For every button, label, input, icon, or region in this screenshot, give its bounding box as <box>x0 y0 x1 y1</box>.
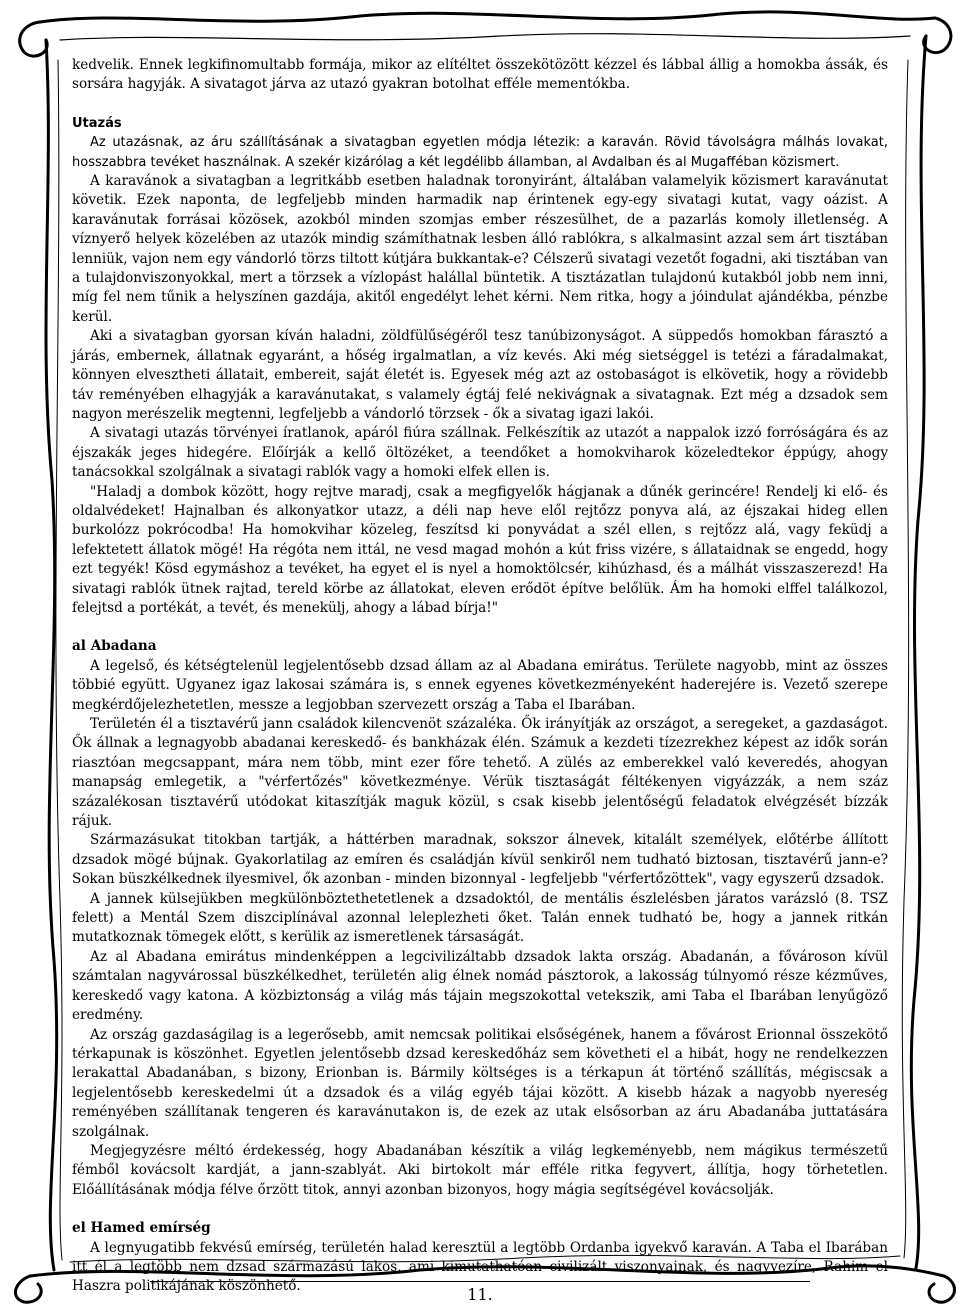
section-heading-utazas: Utazás <box>72 115 122 131</box>
utazas-paragraph-2: A karavánok a sivatagban a legritkább esetben haladnak toronyiránt, általában valamelyik közismert karavánutat követik. Ezek naponta, de legfeljebb minden harmadik nap érintenek egy-egy sivatagi kutat, vagy oázist. A karavánutak forrásai közösek, azokból minden szomjas ember részesülhet, de a pazarlás komoly illetlenség. A víznyerő helyek közelében az utazók mindig számíthatnak lesben álló rablókra, s alkalmasint azzal sem árt tisztában lenniük, vajon nem egy vándorló törzs tiltott kútjára bukkantak-e? Célszerű sivatagi vezetőt fogadni, aki tisztában van a tulajdonviszonyokkal, mert a törzsek a vízlopást halállal büntetik. A tisztázatlan tulajdonú kutakból jobb nem inni, míg fel nem tűnik a helyszínen gazdája, akitől engedélyt lehet kérni. Nem ritka, hogy a jóindulat ajándékba, pénzbe kerül. <box>72 173 888 325</box>
abadana-paragraph-4: A jannek külsejükben megkülönböztethetetlenek a dzsadoktól, de mentális észlelésben járatos varázsló (8. TSZ felett) a Mentál Szem diszciplínával azonnal leleplezheti őket. Talán ennek tudható be, hogy a jannek ritkán mutatkoznak tömegek előtt, s kerülik az ismeretlenek társaságát. <box>72 890 888 946</box>
abadana-paragraph-3: Származásukat titokban tartják, a háttérben maradnak, sokszor álnevek, kitalált személyek, előtérbe állított dzsadok mögé bújnak. Gyakorlatilag az emíren és családján kívül senkiről nem tudható biztosan, tisztavérű jann-e? Sokan büszkélkednek ilyesmivel, ők azonban - minden bizonnyal - legfeljebb "vérfertőzöttek", vagy egyszerű dzsadok. <box>72 832 888 888</box>
section-heading-hamed: el Hamed emírség <box>72 1220 211 1237</box>
section-abadana <box>72 637 888 1200</box>
scroll-top-curl <box>20 22 48 56</box>
utazas-paragraph-5: "Haladj a dombok között, hogy rejtve maradj, csak a megfigyelők hágjanak a dűnék gerincére! Rendelj ki elő- és oldalvédeket! Hajnalban és alkonyatkor utazz, a déli nap heve elől rejtőzz ponyva alá, az éjszakai hideg ellen burkolózz pokrócodba! Ha homokvihar közeleg, feszítsd ki ponyvádat a szél ellen, s rejtőzz alá, vagy feküdj a lefektetett állatok mögé! Ha régóta nem ittál, ne vesd magad mohón a kút friss vizére, s állataidnak se engedd, hogy ezt tegyék! Kösd egymáshoz a tevéket, ha egyet el is nyel a homoktölcsér, kihúzhasd, és a málhát visszaszerezd! Ha sivatagi rablók ütnek rajtad, tereld körbe az állatokat, eleven erődöt építve belőlük. Ám ha homoki elffel találkozol, felejtsd a portékát, a tevét, és menekülj, ahogy a lábad bírja!" <box>72 483 888 616</box>
abadana-paragraph-6: Az ország gazdaságilag is a legerősebb, amit nemcsak politikai elsőségének, hanem a fővárost Erionnal összekötő térkapunak is köszönhet. Egyetlen jelentősebb dzsad kereskedőház sem követheti el a hibát, hogy ne rendelkezzen lerakattal Abadanában, s bizony, Erionban is. Bármily költséges is a térkapun át történő szállítás, mégiscsak a legjelentősebb kereskedelmi út a dzsadok és a világ egyéb tájai között. A kisebb házak a nagyobb nyereség reményében szállítanak tengeren és karavánutakon is, de ezek az utak elsősorban az áru Abadanába juttatására szolgálnak. <box>72 1026 888 1140</box>
abadana-paragraph-2: Területén él a tisztavérű jann családok kilencvenöt százaléka. Ők irányítják az országot, a seregeket, a gazdaságot. Ők állnak a legnagyobb abadanai kereskedő- és bankházak élén. Számuk a kezdeti tízezrekhez képest az idők során riasztóan megcsappant, mára nem több, mint ezer főre tehető. A zülés az emberekkel való keveredés, ahogyan manapság emlegetik, a "vérfertőzés" következménye. Vérük tisztaságát féltékenyen vigyázzák, a nem száz százalékosan tisztavérű utódokat kitaszítják maguk közül, s csak kisebb jelentőségű feladatok elvégzését bízzák rájuk. <box>72 716 888 830</box>
abadana-paragraph-1: A legelső, és kétségtelenül legjelentősebb dzsad állam az al Abadana emirátus. Területe nagyobb, mint az összes többié együtt. Ugyanez igaz lakosai számára is, s ennek egyenes következményeként haderejére is. Vezető szerepe megkérdőjelezhetetlen, messze a legjobban szervezett ország a Taba el Ibarában. <box>72 657 888 713</box>
hamed-paragraph-1: A legnyugatibb fekvésű emírség, területén halad keresztül a legtöbb Ordanba igyekvő karaván. A Taba el Ibarában itt él a legtöbb nem dzsad származású lakos, ami kimutathatóan civilizált viszonyainak, és nagyvezíre, Rahim el Haszra politikájának köszönhető. <box>72 1239 888 1295</box>
abadana-paragraph-5: Az al Abadana emirátus mindenképpen a legcivilizáltabb dzsadok lakta ország. Abadanán, a fővároson kívül számtalan nagyvárossal büszkélkedhet, területén alig élnek nomád pásztorok, a lakosság túlnyomó része kézműves, kereskedő vagy katona. A közbiztonság a világ más tájain megszokottal vetekszik, ami Taba el Ibarában lenyűgöző eredmény. <box>72 948 888 1024</box>
scroll-top-edge <box>40 12 935 22</box>
utazas-paragraph-4: A sivatagi utazás törvényei íratlanok, apáról fiúra szállnak. Felkészítik az utazót a nappalok izzó forróságára és az éjszakák jeges hidegére. Előírják a kellő öltözéket, a teendőket a homokviharok közeledtekor éppúgy, ahogy tanácsokkal szolgálnak a sivatagi rablók vagy a homoki elfek ellen is. <box>72 425 888 481</box>
utazas-paragraph-1: Az utazásnak, az áru szállításának a sivatagban egyetlen módja létezik: a karaván. Rövid távolságra málhás lovakat, hosszabbra tevéket használnak. A szekér kizárólag a két legdélibb államban, al Avdalban és al Mugafféban közismert. <box>72 135 888 170</box>
section-utazas <box>72 114 888 619</box>
section-heading-abadana: al Abadana <box>72 638 157 655</box>
scroll-left-edge <box>46 40 57 1270</box>
intro-paragraph: kedvelik. Ennek legkifinomultabb formája, mikor az elítéltet összekötözött kézzel és lábbal állig a homokba ássák, és sorsára hagyják. A sivatagot járva az utazó gyakran botolhat efféle mementókba. <box>72 57 888 93</box>
page-number: 11. <box>467 1285 493 1304</box>
utazas-paragraph-3: Aki a sivatagban gyorsan kíván haladni, zöldfülűségéről tesz tanúbizonyságot. A süppedős homokban fárasztó a járás, embernek, állatnak egyaránt, a hőség irgalmatlan, a víz kevés. Aki még sietséggel is tetézi a fáradalmakat, könnyen elvesztheti állatait, embereit, saját életét is. Egyesek még azt az ostobaságot is elkövetik, hogy a rövidebb táv reményében elhagyják a karavánutakat, s valamely égtáj felé nekivágnak a sivatagnak. Ezt még a dzsadok sem nagyon merészelik megtenni, legfeljebb a vándorló törzsek - ők a sivatag igazi lakói. <box>72 328 888 422</box>
document-body <box>72 56 888 1297</box>
footer-rule <box>150 1281 810 1282</box>
scroll-right-edge <box>911 36 926 1268</box>
abadana-paragraph-7: Megjegyzésre méltó érdekesség, hogy Abadanában készítik a világ legkeményebb, nem mágikus természetű fémből kovácsolt kardját, a jann-szablyát. Aki birtokolt már efféle ritka fegyvert, állítja, hogy törhetetlen. Előállításának módja félve őrzött titok, annyi azonban bizonyos, hogy mágia segítségével kovácsolják. <box>72 1142 888 1198</box>
